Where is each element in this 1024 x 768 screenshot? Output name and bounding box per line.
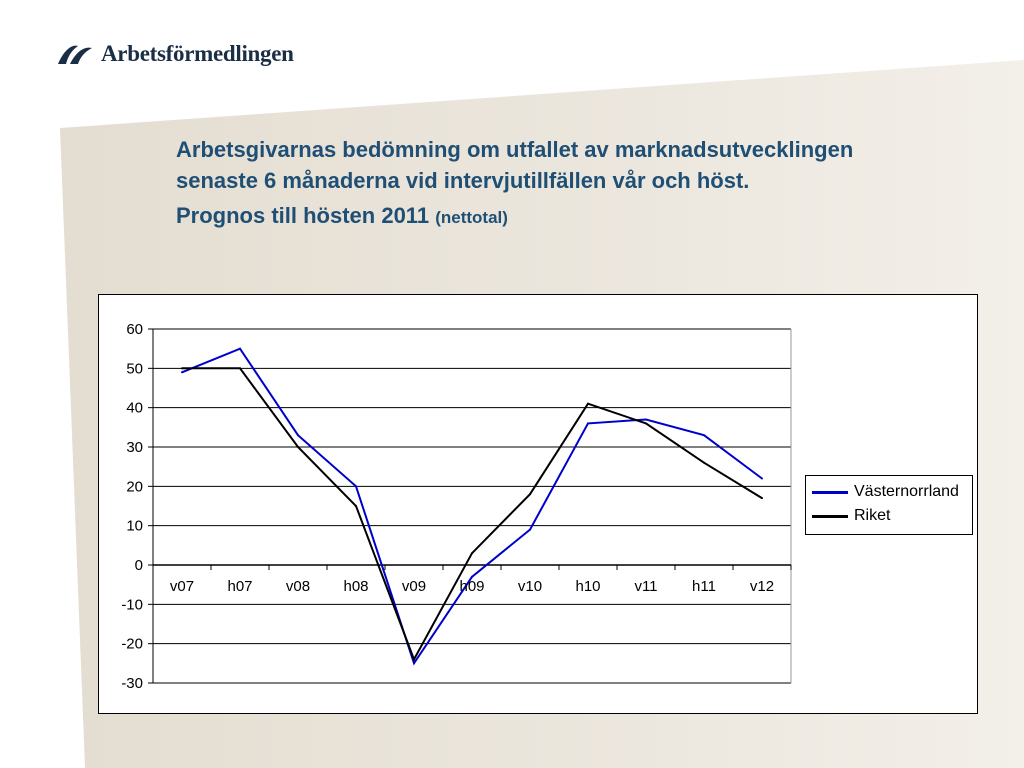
data-point — [761, 497, 763, 499]
slide-subtitle — [176, 202, 876, 232]
data-point — [297, 446, 299, 448]
data-point — [761, 477, 763, 479]
legend-label: Riket — [854, 507, 891, 524]
y-tick-label: -30 — [121, 675, 143, 692]
data-point — [471, 552, 473, 554]
y-tick-label: 60 — [126, 321, 143, 338]
data-point — [297, 434, 299, 436]
data-point — [355, 505, 357, 507]
data-point — [703, 462, 705, 464]
chart-frame — [98, 294, 978, 714]
x-tick-label: h11 — [692, 578, 716, 595]
y-tick-label: -10 — [121, 596, 143, 614]
data-point — [587, 403, 589, 405]
logo-mark-icon — [58, 42, 98, 66]
legend-label: Västernorrland — [854, 483, 959, 500]
slide-title: Arbetsgivarnas bedömning om utfallet av marknadsutvecklingen senaste 6 månaderna vid intervjutillfällen vår och höst. — [176, 137, 854, 193]
data-point — [703, 434, 705, 436]
data-point — [587, 422, 589, 424]
x-tick-label: h07 — [227, 578, 253, 595]
data-point — [645, 422, 647, 424]
axes — [148, 329, 791, 683]
subtitle-text: Prognos till hösten 2011 — [176, 203, 430, 228]
x-tick-label: v10 — [517, 578, 543, 595]
data-point — [413, 662, 415, 664]
y-tick-label: 50 — [126, 360, 143, 378]
y-tick-label: 10 — [126, 517, 143, 535]
series-lines — [181, 348, 763, 665]
brand-name: Arbetsförmedlingen — [101, 41, 294, 66]
legend-swatch — [812, 491, 848, 494]
data-point — [529, 529, 531, 531]
y-tick-label: -20 — [121, 635, 143, 653]
y-tick-label: 40 — [126, 399, 143, 417]
legend-item — [812, 480, 966, 504]
slide-heading — [176, 134, 876, 232]
data-point — [529, 493, 531, 495]
x-tick-label: h08 — [343, 578, 369, 595]
x-tick-label: v09 — [401, 578, 427, 595]
data-point — [181, 371, 183, 373]
x-tick-label: v11 — [634, 578, 658, 595]
data-point — [645, 418, 647, 420]
x-tick-label: h10 — [575, 578, 601, 595]
brand-logo — [58, 38, 294, 70]
data-point — [239, 367, 241, 369]
legend-item — [812, 504, 966, 528]
y-tick-label: 30 — [126, 439, 143, 456]
x-tick-label: v07 — [169, 578, 195, 595]
data-point — [413, 658, 415, 660]
data-point — [355, 485, 357, 487]
tick-labels — [121, 321, 774, 692]
subtitle-unit: (nettotal) — [435, 208, 508, 227]
series-line-riket — [182, 368, 762, 659]
data-point — [239, 348, 241, 350]
x-tick-label: h09 — [459, 578, 485, 595]
x-tick-label: v08 — [285, 578, 311, 595]
gridlines — [153, 329, 791, 683]
legend-swatch — [812, 515, 848, 518]
series-line-v-sternorrland — [182, 349, 762, 664]
data-point — [181, 367, 183, 369]
x-tick-label: v12 — [749, 578, 775, 595]
chart-legend — [805, 475, 973, 535]
y-tick-label: 20 — [126, 478, 143, 496]
y-tick-label: 0 — [134, 557, 143, 574]
